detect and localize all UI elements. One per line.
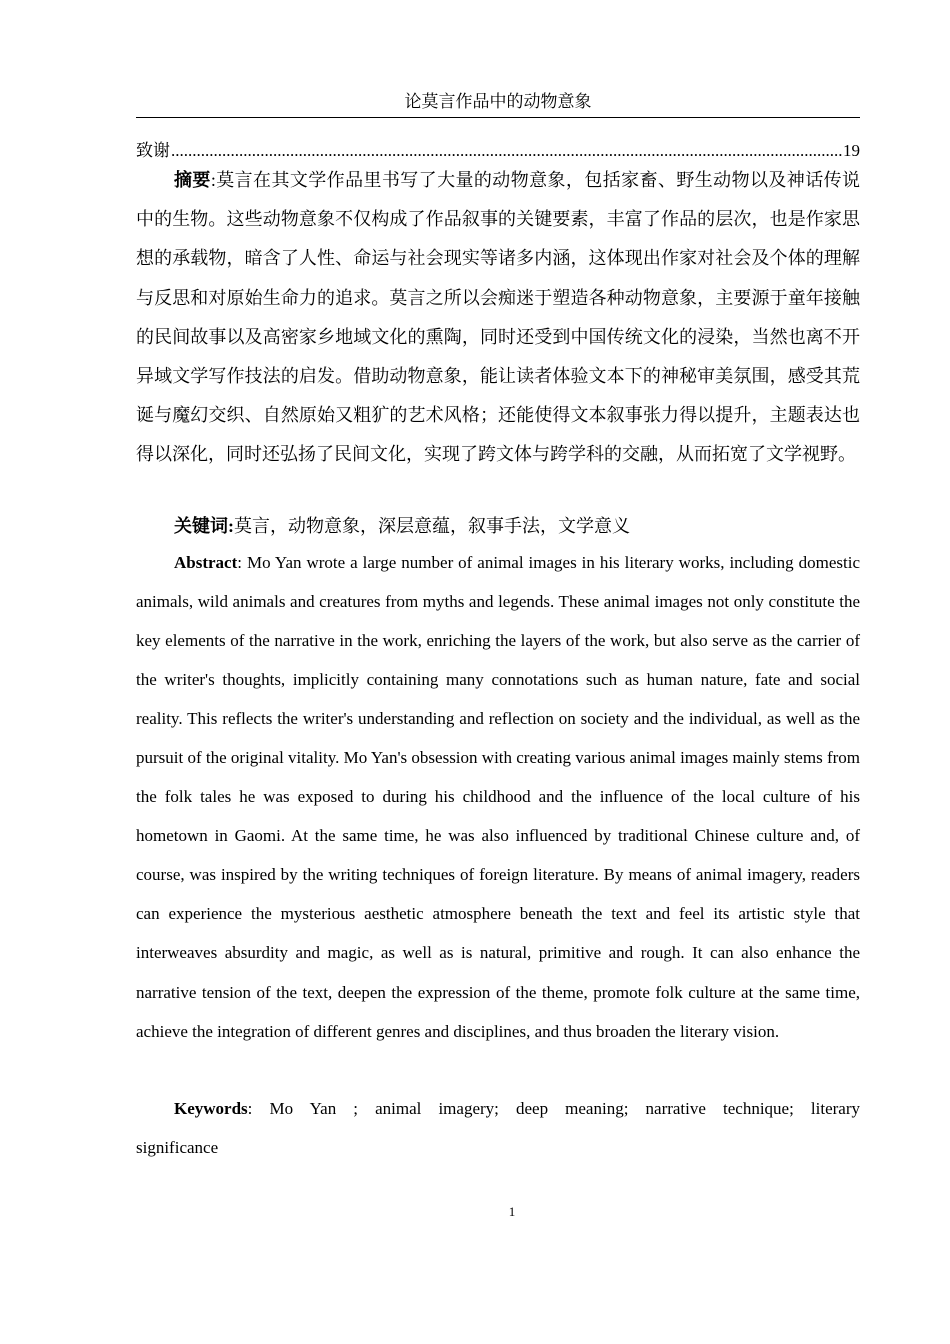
toc-entry-label: 致谢 (136, 141, 170, 160)
chinese-keywords-separator: : (228, 516, 234, 536)
english-keywords (136, 1089, 860, 1167)
chinese-abstract-label: 摘要 (174, 170, 211, 190)
header-title: 论莫言作品中的动物意象 (404, 92, 592, 111)
running-header (136, 90, 860, 118)
chinese-abstract-text: 莫言在其文学作品里书写了大量的动物意象，包括家畜、野生动物以及神话传说中的生物。这些动物意象不仅构成了作品叙事的关键要素，丰富了作品的层次，也是作家思想的承载物，暗含了人性、命运与社会现实等诸多内涵，这体现出作家对社会及个体的理解与反思和对原始生命力的追求。莫言之所以会痴迷于塑造各种动物意象，主要源于童年接触的民间故事以及高密家乡地域文化的熏陶，同时还受到中国传统文化的浸染，当然也离不开异域文学写作技法的启发。借助动物意象，能让读者体验文本下的神秘审美氛围，感受其荒诞与魔幻交织、自然原始又粗犷的艺术风格；还能使得文本叙事张力得以提升，主题表达也得以深化，同时还弘扬了民间文化，实现了跨文体与跨学科的交融，从而拓宽了文学视野。 (136, 170, 860, 465)
english-abstract (136, 543, 860, 1051)
chinese-abstract-separator: : (210, 170, 216, 190)
chinese-keywords-label: 关键词 (174, 516, 228, 536)
toc-dot-leader (171, 139, 842, 163)
english-abstract-label: Abstract (174, 553, 238, 572)
english-abstract-text: Mo Yan wrote a large number of animal images in his literary works, including domestic animals, wild animals and creatures from myths and legends. These animal images not only constitute the key elements of the narrative in the work, enriching the layers of the work, but also serve as the carrier of the writer's thoughts, implicitly containing many connotations such as human nature, fate and social reality. This reflects the writer's understanding and reflection on society and the individual, as well as the pursuit of the original vitality. Mo Yan's obsession with creating various animal images mainly stems from the folk tales he was exposed to during his childhood and the influence of the local culture of his hometown in Gaomi. At the same time, he was also influenced by traditional Chinese culture and, of course, was inspired by the writing techniques of foreign literature. By means of animal imagery, readers can experience the mysterious aesthetic atmosphere beneath the text and feel its artistic style that interweaves absurdity and magic, as well as is natural, primitive and rough. It can also enhance the narrative tension of the text, deepen the expression of the theme, promote folk culture at the same time, achieve the integration of different genres and disciplines, and thus broaden the literary vision. (136, 553, 860, 1041)
english-keywords-separator: : (247, 1099, 253, 1118)
chinese-abstract (136, 161, 860, 475)
english-keywords-label: Keywords (174, 1099, 248, 1118)
english-keywords-text: Mo Yan ; animal imagery; deep meaning; narrative technique; literary significance (136, 1099, 860, 1157)
chinese-keywords (136, 511, 860, 541)
toc-entry-page: 19 (843, 141, 860, 160)
english-abstract-separator: : (237, 553, 242, 572)
toc-entry-acknowledgements[interactable] (136, 139, 860, 163)
chinese-keywords-text: 莫言，动物意象，深层意蕴，叙事手法，文学意义 (234, 516, 630, 536)
page-number: 1 (508, 1204, 516, 1219)
